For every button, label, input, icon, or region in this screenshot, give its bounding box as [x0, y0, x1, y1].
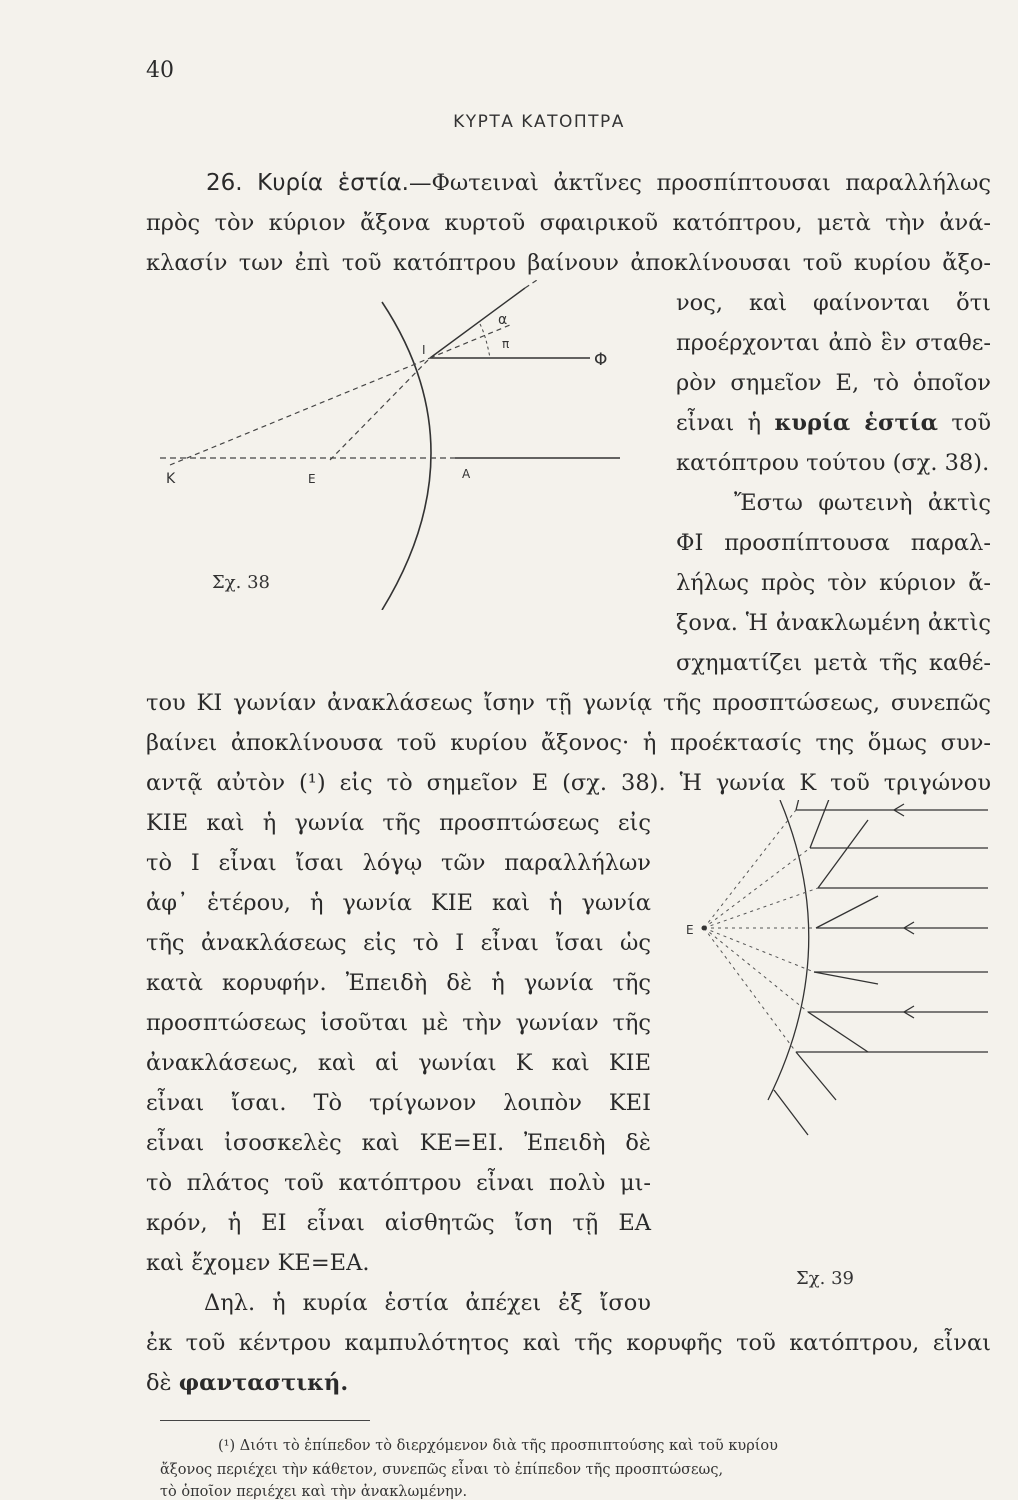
footnote-line: τὸ ὁποῖον περιέχει καὶ τὴν ἀνακλωμένην.	[160, 1484, 468, 1500]
text-line: τὸ Ι εἶναι ἴσαι λόγῳ τῶν παραλλήλων	[146, 850, 651, 876]
text-fragment: τοῦ	[951, 410, 992, 436]
normal-extension	[430, 325, 510, 358]
focal-point	[702, 926, 707, 931]
section-first-line-text: Φωτειναὶ ἀκτῖνες προσπίπτουσαι παραλλήλως	[431, 170, 992, 196]
figure-39-caption: Σχ. 39	[796, 1268, 854, 1289]
reflected-ray	[810, 800, 838, 848]
text-line: ξονα. Ἡ ἀνακλωμένη ἀκτὶς	[676, 610, 991, 636]
text-line-focal-term	[676, 412, 991, 435]
text-line: ρὸν σημεῖον Ε, τὸ ὁποῖον	[676, 370, 991, 396]
reflected-ray	[818, 820, 868, 888]
footnote-line: ἄξονος περιέχει τὴν κάθετον, συνεπῶς εἶναι τὸ ἐπίπεδον τῆς προσπτώσεως,	[160, 1462, 724, 1478]
label-Phi: Φ	[594, 350, 608, 370]
text-line: ἀνακλάσεως, καὶ αἱ γωνίαι Κ καὶ ΚΙΕ	[146, 1050, 651, 1076]
reflected-ray	[814, 972, 878, 984]
running-head: ΚΥΡΤΑ ΚΑΤΟΠΤΡΑ	[453, 112, 625, 132]
text-line: ἀφ᾿ ἑτέρου, ἡ γωνία ΚΙΕ καὶ ἡ γωνία	[146, 890, 651, 916]
text-line: ΚΙΕ καὶ ἡ γωνία τῆς προσπτώσεως εἰς	[146, 810, 651, 836]
term-imaginary: φανταστική.	[178, 1370, 349, 1396]
angle-mark	[480, 324, 490, 358]
text-line: προέρχονται ἀπὸ ἓν σταθε-	[676, 330, 991, 356]
text-line: κατόπτρου τούτου (σχ. 38).	[676, 450, 990, 476]
text-line: τὸ πλάτος τοῦ κατόπτρου εἶναι πολὺ μι-	[146, 1170, 651, 1196]
text-line: πρὸς τὸν κύριον ἄξονα κυρτοῦ σφαιρικοῦ κατόπτρου, μετὰ τὴν ἀνά-	[146, 210, 991, 236]
virtual-ray	[704, 810, 796, 928]
text-fragment: δὲ	[146, 1370, 172, 1396]
virtual-ray	[704, 888, 818, 928]
text-fragment: εἶναι ἡ	[676, 410, 762, 436]
reflected-back-extension	[330, 358, 430, 460]
footnote-line: (¹) Διότι τὸ ἐπίπεδον τὸ διερχόμενον διὰ τῆς προσπιπτούσης καὶ τοῦ κυρίου	[218, 1438, 778, 1454]
text-line: Δηλ. ἡ κυρία ἑστία ἀπέχει ἐξ ἴσου	[204, 1290, 651, 1316]
section-dash: —	[408, 170, 432, 196]
text-line: αντᾷ αὐτὸν (¹) εἰς τὸ σημεῖον Ε (σχ. 38). Ἡ γωνία Κ τοῦ τριγώνου	[146, 770, 991, 796]
reflected-ray	[816, 896, 878, 928]
reflected-ray	[774, 1090, 808, 1135]
label-I: Ι	[422, 343, 426, 357]
section-opening-line	[206, 172, 991, 195]
virtual-ray	[704, 928, 814, 972]
figure-38-diagram	[150, 280, 650, 610]
label-A: Α	[462, 467, 471, 481]
text-line: ἐκ τοῦ κέντρου καμπυλότητος καὶ τῆς κορυφῆς τοῦ κατόπτρου, εἶναι	[146, 1330, 991, 1356]
reflected-ray	[796, 800, 806, 810]
reflected-ray	[808, 1012, 868, 1052]
normal-line	[170, 358, 430, 465]
figure-38-caption: Σχ. 38	[212, 572, 270, 593]
label-alpha: α	[498, 312, 508, 328]
text-line: καὶ ἔχομεν ΚΕ=ΕΑ.	[146, 1250, 370, 1276]
section-number: 26.	[206, 170, 243, 196]
text-line-imaginary	[146, 1372, 348, 1395]
text-line: Ἔστω φωτεινὴ ἀκτὶς	[734, 490, 991, 516]
convex-mirror-arc	[768, 800, 809, 1100]
text-line: προσπτώσεως ἰσοῦται μὲ τὴν γωνίαν τῆς	[146, 1010, 651, 1036]
term-principal-focus: κυρία ἑστία	[774, 410, 938, 436]
text-line: εἶναι ἴσαι. Τὸ τρίγωνον λοιπὸν ΚΕΙ	[146, 1090, 651, 1116]
label-E: Ε	[686, 923, 694, 937]
reflected-ray-extension	[525, 280, 570, 288]
text-line: βαίνει ἀποκλίνουσα τοῦ κυρίου ἄξονος· ἡ προέκτασίς της ὅμως συν-	[146, 730, 991, 756]
reflected-ray	[430, 288, 525, 358]
reflected-ray	[796, 1052, 836, 1100]
label-E: Ε	[308, 472, 316, 486]
section-title: Κυρία ἑστία.	[257, 170, 409, 196]
text-line: κρόν, ἡ ΕΙ εἶναι αἰσθητῶς ἴση τῇ ΕΑ	[146, 1210, 651, 1236]
footnote-separator	[160, 1420, 370, 1421]
text-line: σχηματίζει μετὰ τῆς καθέ-	[676, 650, 991, 676]
virtual-ray	[704, 928, 808, 1012]
text-line: νος, καὶ φαίνονται ὅτι	[676, 290, 991, 316]
page-number: 40	[146, 58, 174, 83]
figure-39-diagram	[668, 800, 1000, 1250]
label-K: Κ	[166, 471, 176, 487]
text-line: του ΚΙ γωνίαν ἀνακλάσεως ἴσην τῇ γωνίᾳ τῆς προσπτώσεως, συνεπῶς	[146, 690, 991, 716]
text-line: κλασίν των ἐπὶ τοῦ κατόπτρου βαίνουν ἀποκλίνουσαι τοῦ κυρίου ἄξο-	[146, 250, 991, 276]
text-line: τῆς ἀνακλάσεως εἰς τὸ Ι εἶναι ἴσαι ὡς	[146, 930, 651, 956]
text-line: λήλως πρὸς τὸν κύριον ἄ-	[676, 570, 991, 596]
text-line: ΦΙ προσπίπτουσα παραλ-	[676, 530, 991, 556]
label-pi: π	[502, 337, 510, 351]
text-line: κατὰ κορυφήν. Ἐπειδὴ δὲ ἡ γωνία τῆς	[146, 970, 651, 996]
text-line: εἶναι ἰσοσκελὲς καὶ ΚΕ=ΕΙ. Ἐπειδὴ δὲ	[146, 1130, 651, 1156]
